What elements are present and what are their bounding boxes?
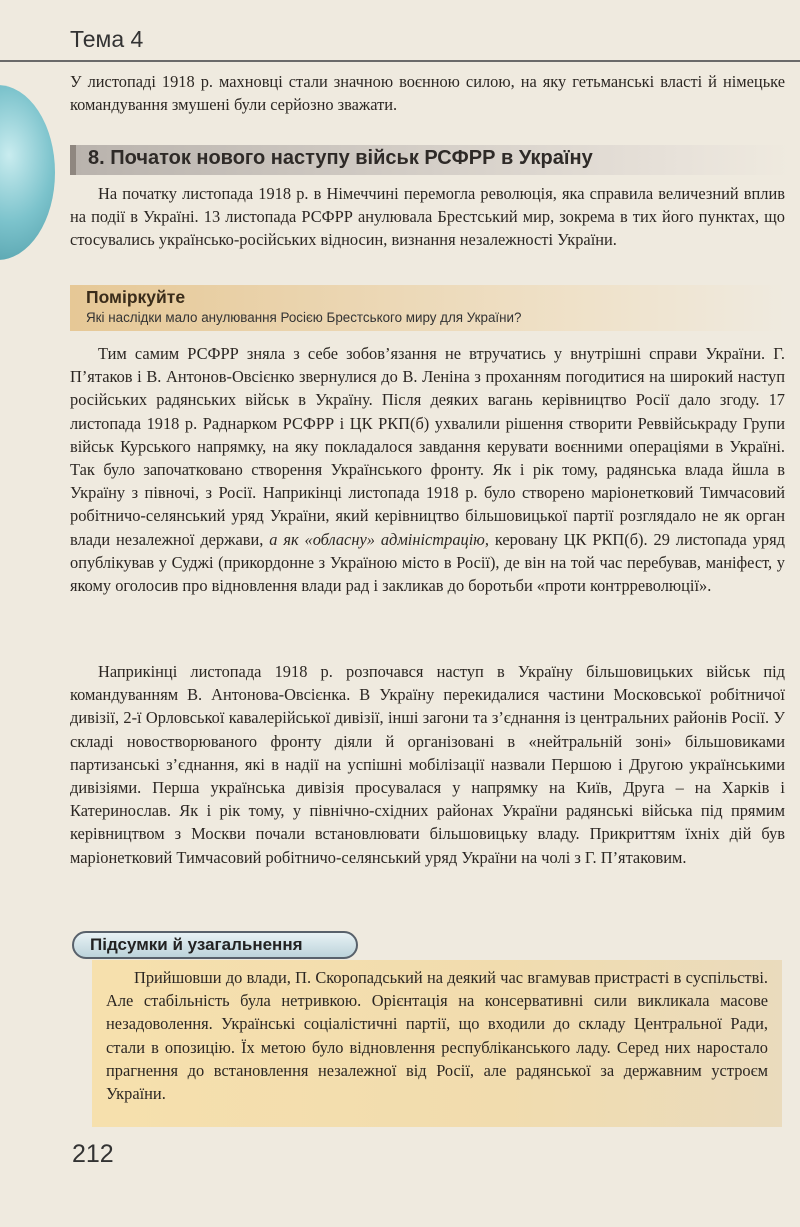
think-box (70, 285, 785, 331)
section-heading (70, 145, 791, 175)
section-paragraph-1: На початку листопада 1918 р. в Німеччині перемогла революція, яка справила величезний вплив на події в Україні. 13 листопада РСФРР анулювала Брестський мир, зокрема в тих його пунктах, що стосувались українсько-російських відносин, визнання незалежності України. (70, 184, 785, 250)
section-title: 8. Початок нового наступу військ РСФРР в Україну (88, 147, 593, 169)
paragraph-2-text-start: Тим самим РСФРР зняла з себе зобов’язання не втручатись у внутрішні справи України. Г. П’ятаков і В. Антонов-Овсієнко звернулися до В. Леніна з проханням погодитися на широкий наступ російських радянських військ в Україну. Після деяких вагань керівництво Росії дало згоду. 17 листопада 1918 р. Раднарком РСФРР і ЦК РКП(б) ухвалили рішення створити Реввійськраду Групи військ Курського напрямку, на яку покладалося завдання керувати воєнними операціями в Україні. Так було започатковано створення Українського фронту. Як і рік тому, радянська влада йшла в Україну з півночі, з Росії. Наприкінці листопада 1918 р. було створено маріонетковий Тимчасовий робітничо-селянський уряд України, який керівництво більшовицької партії розглядало не як орган влади незалежної держави, (70, 344, 785, 549)
page-header (70, 20, 800, 56)
think-title: Поміркуйте (86, 287, 186, 307)
think-question: Які наслідки мало анулювання Росією Брестського миру для України? (86, 310, 522, 325)
header-divider (0, 60, 800, 62)
summary-text: Прийшовши до влади, П. Скоропадський на деякий час вгамував пристрасті в суспільстві. Але стабільність була нетривкою. Орієнтація на консервативні сили викликала масове незадоволення. Українські соціалістичні партії, що входили до складу Центральної Ради, стали в опозицію. Їх метою було відновлення республіканського ладу. Серед них наростало прагнення до встановлення незалежної від Росії, але радянської за державним устроєм України. (106, 968, 768, 1104)
decorative-globe-shape (0, 85, 55, 260)
intro-paragraph: У листопаді 1918 р. махновці стали значною воєнною силою, на яку гетьманські властi й німецьке командування змушені були серйозно зважати. (70, 72, 785, 115)
paragraph-2-text-end: , керовану ЦК РКП(б). 29 листопада уряд опублікував у Суджі (прикордонне з Україною місто в Росії), де він на той час перебував, маніфест, у якому оголосив про відновлення влади рад і закликав до боротьби «проти контрреволюції». (70, 529, 785, 596)
section-paragraph-2 (70, 342, 785, 597)
section-paragraph-3: Наприкінці листопада 1918 р. розпочався наступ в Україну більшовицьких військ під командуванням В. Антонова-Овсієнка. В Україну перекидалися частини Московської робітничої дивізії, 2-ї Орловської кавалерійської дивізії, інші загони та з’єднання із центральних районів Росії. У складі новостворюваного фронту діяли й організовані в «нейтральній зоні» більшовиками партизанські з’єднання, які в надії на успішні мобілізації назвали Першою і Другою українськими дивізіями. Перша українська дивізія просувалася у напрямку на Київ, Друга – на Харків і Катеринослав. Як і рік тому, у північно-східних районах України радянські війська під прямим керівництвом з Москви почали встановлювати більшовицьку владу. Прикриттям їхніх дій був маріонетковий Тимчасовий робітничо-селянський уряд України на чолі з Г. П’ятаковим. (70, 662, 785, 867)
summary-tab (72, 931, 358, 959)
page-number: 212 (72, 1140, 114, 1168)
topic-title: Тема 4 (70, 26, 144, 52)
paragraph-2-italic-phrase: а як «обласну» адміністрацію (269, 529, 485, 549)
summary-title: Підсумки й узагальнення (90, 935, 303, 954)
summary-box (92, 960, 782, 1127)
